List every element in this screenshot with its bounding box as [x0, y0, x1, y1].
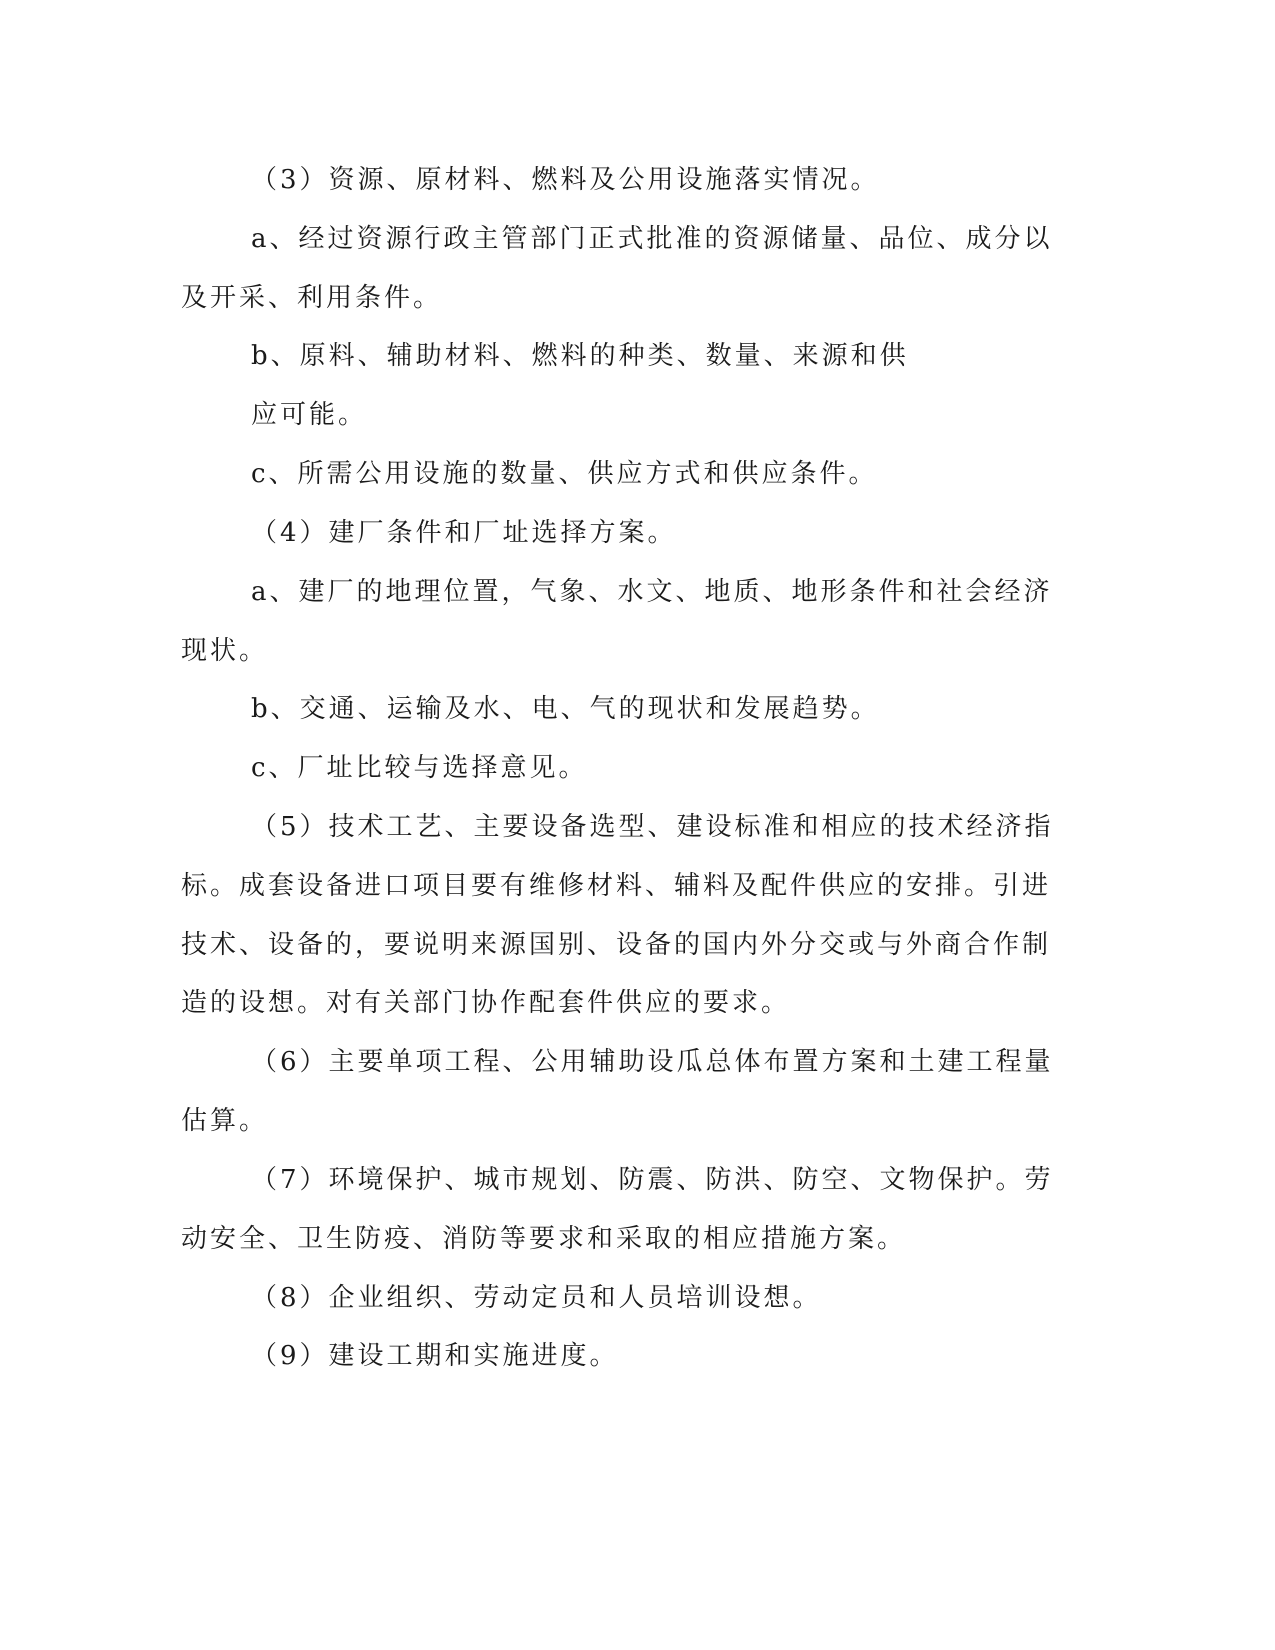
paragraph-line: 应可能。	[251, 400, 368, 430]
paragraph-line: b、原料、辅助材料、燃料的种类、数量、来源和供	[251, 341, 909, 371]
section-7-heading: （7）环境保护、城市规划、防震、防洪、防空、文物保护。劳	[251, 1165, 1054, 1195]
section-4-heading: （4）建厂条件和厂址选择方案。	[251, 518, 677, 548]
section-6-heading: （6）主要单项工程、公用辅助设瓜总体布置方案和土建工程量	[251, 1047, 1054, 1077]
paragraph-line: a、经过资源行政主管部门正式批准的资源储量、品位、成分以	[251, 224, 1053, 254]
paragraph-line: 现状。	[181, 636, 269, 666]
paragraph-line: a、建厂的地理位置，气象、水文、地质、地形条件和社会经济	[251, 577, 1053, 607]
paragraph-line: 估算。	[181, 1106, 269, 1136]
paragraph-line: b、交通、运输及水、电、气的现状和发展趋势。	[251, 694, 880, 724]
paragraph-line: 及开采、利用条件。	[181, 283, 443, 313]
section-8-heading: （8）企业组织、劳动定员和人员培训设想。	[251, 1283, 822, 1313]
paragraph-line: 动安全、卫生防疫、消防等要求和采取的相应措施方案。	[181, 1224, 907, 1254]
section-9-heading: （9）建设工期和实施进度。	[251, 1341, 619, 1371]
paragraph-line: c、所需公用设施的数量、供应方式和供应条件。	[251, 459, 878, 489]
paragraph-line: 技术、设备的，要说明来源国别、设备的国内外分交或与外商合作制	[181, 930, 1052, 960]
section-3-heading: （3）资源、原材料、燃料及公用设施落实情况。	[251, 165, 880, 195]
section-5-heading: （5）技术工艺、主要设备选型、建设标准和相应的技术经济指	[251, 812, 1054, 842]
paragraph-line: 标。成套设备进口项目要有维修材料、辅料及配件供应的安排。引进	[181, 871, 1052, 901]
paragraph-line: 造的设想。对有关部门协作配套件供应的要求。	[181, 988, 791, 1018]
paragraph-line: c、厂址比较与选择意见。	[251, 753, 588, 783]
